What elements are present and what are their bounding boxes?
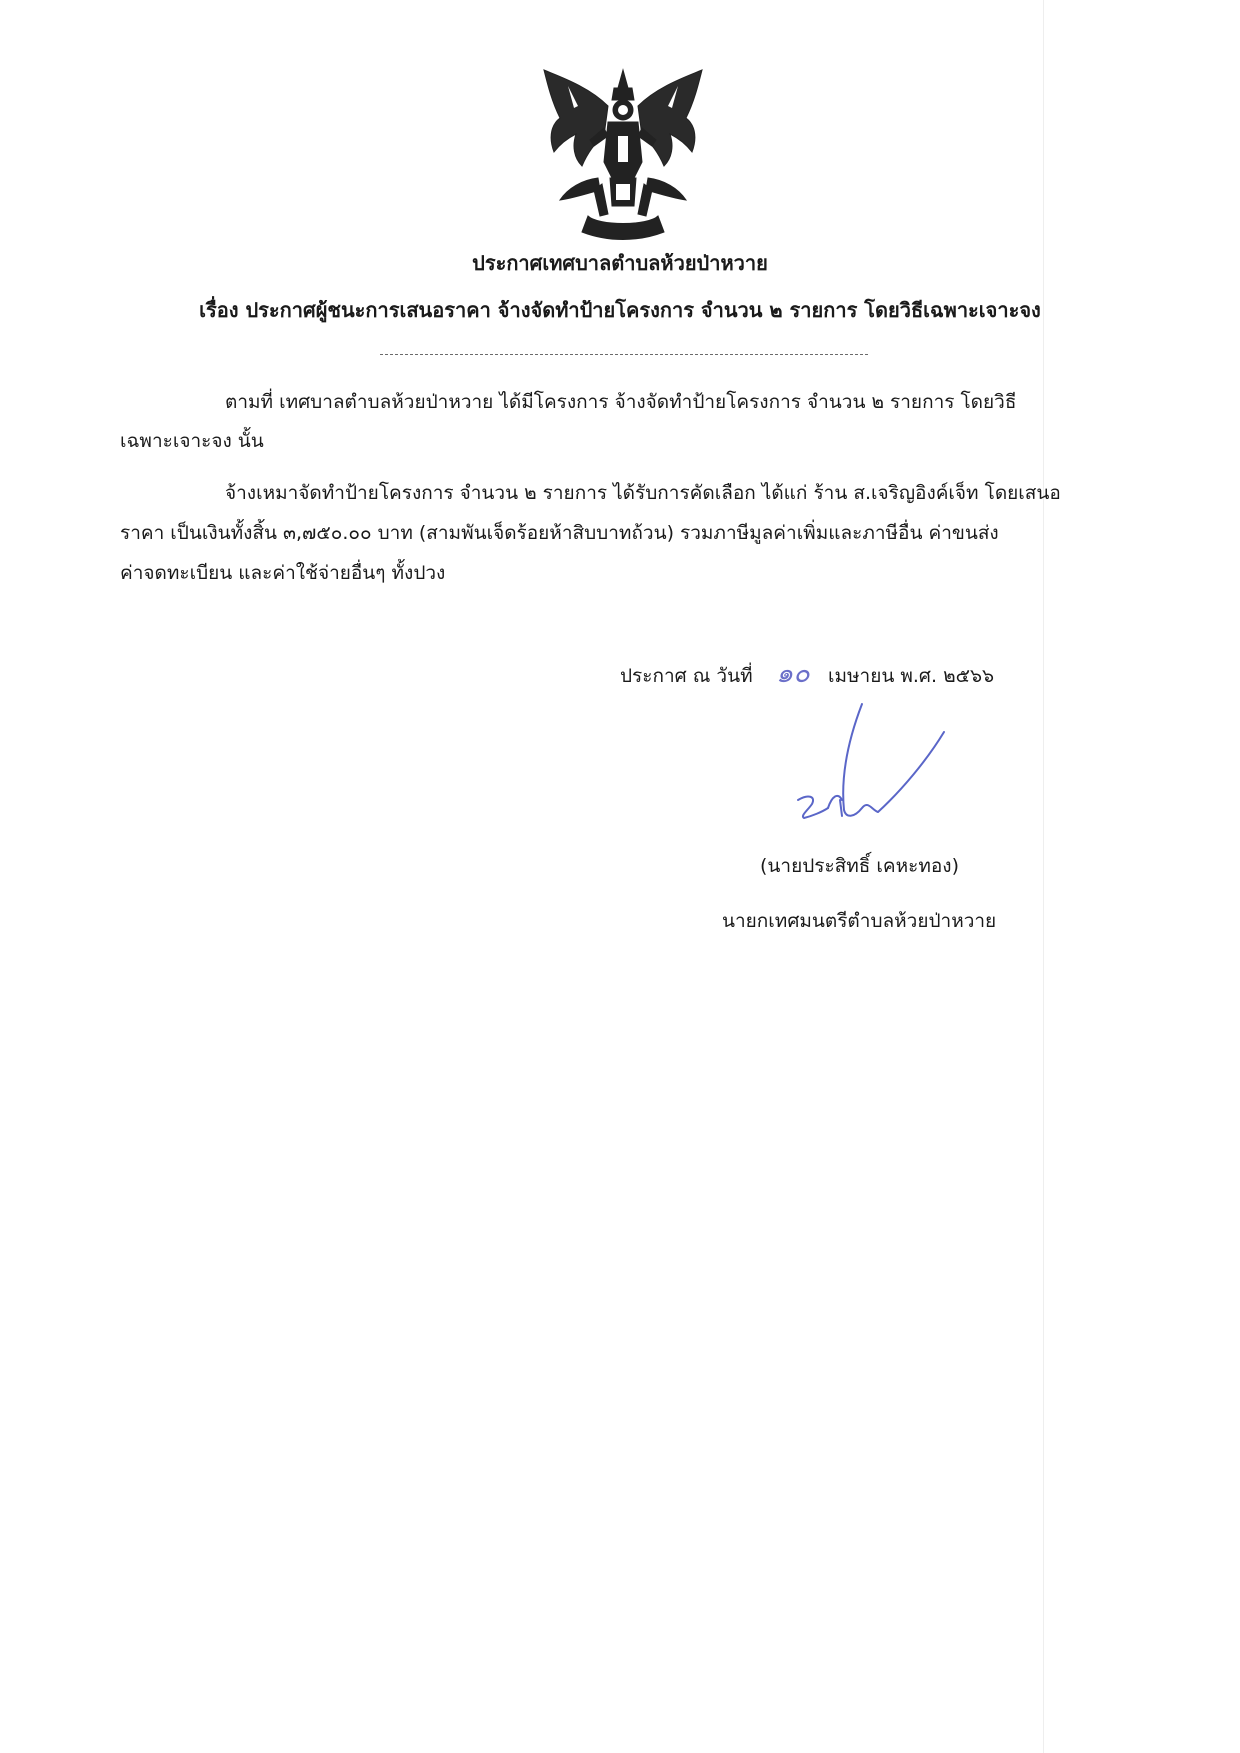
paragraph-1-line-1: ตามที่ เทศบาลตำบลห้วยป่าหวาย ได้มีโครงการ จ้างจัดทำป้ายโครงการ จำนวน ๒ รายการ โดยวิธี: [225, 391, 1017, 413]
signatory-position: นายกเทศมนตรีตำบลห้วยป่าหวาย: [722, 910, 997, 932]
signatory-name: (นายประสิทธิ์ เคหะทอง): [760, 855, 959, 877]
paragraph-2-line-1: จ้างเหมาจัดทำป้ายโครงการ จำนวน ๒ รายการ ได้รับการคัดเลือก ได้แก่ ร้าน ส.เจริญอิงค์เจ็ท โดยเสนอ: [225, 482, 1061, 504]
paragraph-2-line-3: ค่าจดทะเบียน และค่าใช้จ่ายอื่นๆ ทั้งปวง: [120, 562, 446, 584]
date-prefix: ประกาศ ณ วันที่: [620, 665, 753, 687]
garuda-emblem: [538, 66, 708, 242]
divider-line: [380, 354, 868, 355]
announcement-subject: เรื่อง ประกาศผู้ชนะการเสนอราคา จ้างจัดทำป้ายโครงการ จำนวน ๒ รายการ โดยวิธีเฉพาะเจาะจง: [199, 298, 1041, 322]
date-month-year: เมษายน พ.ศ. ๒๕๖๖: [828, 665, 995, 687]
paragraph-2-line-2: ราคา เป็นเงินทั้งสิ้น ๓,๗๕๐.๐๐ บาท (สามพันเจ็ดร้อยห้าสิบบาทถ้วน) รวมภาษีมูลค่าเพิ่มและภาษีอื่น ค่าขนส่ง: [120, 522, 999, 544]
paragraph-1-line-2: เฉพาะเจาะจง นั้น: [120, 430, 264, 452]
announcement-org-title: ประกาศเทศบาลตำบลห้วยป่าหวาย: [472, 251, 768, 275]
handwritten-signature: [782, 700, 952, 840]
handwritten-day: ๑๐: [776, 658, 810, 689]
